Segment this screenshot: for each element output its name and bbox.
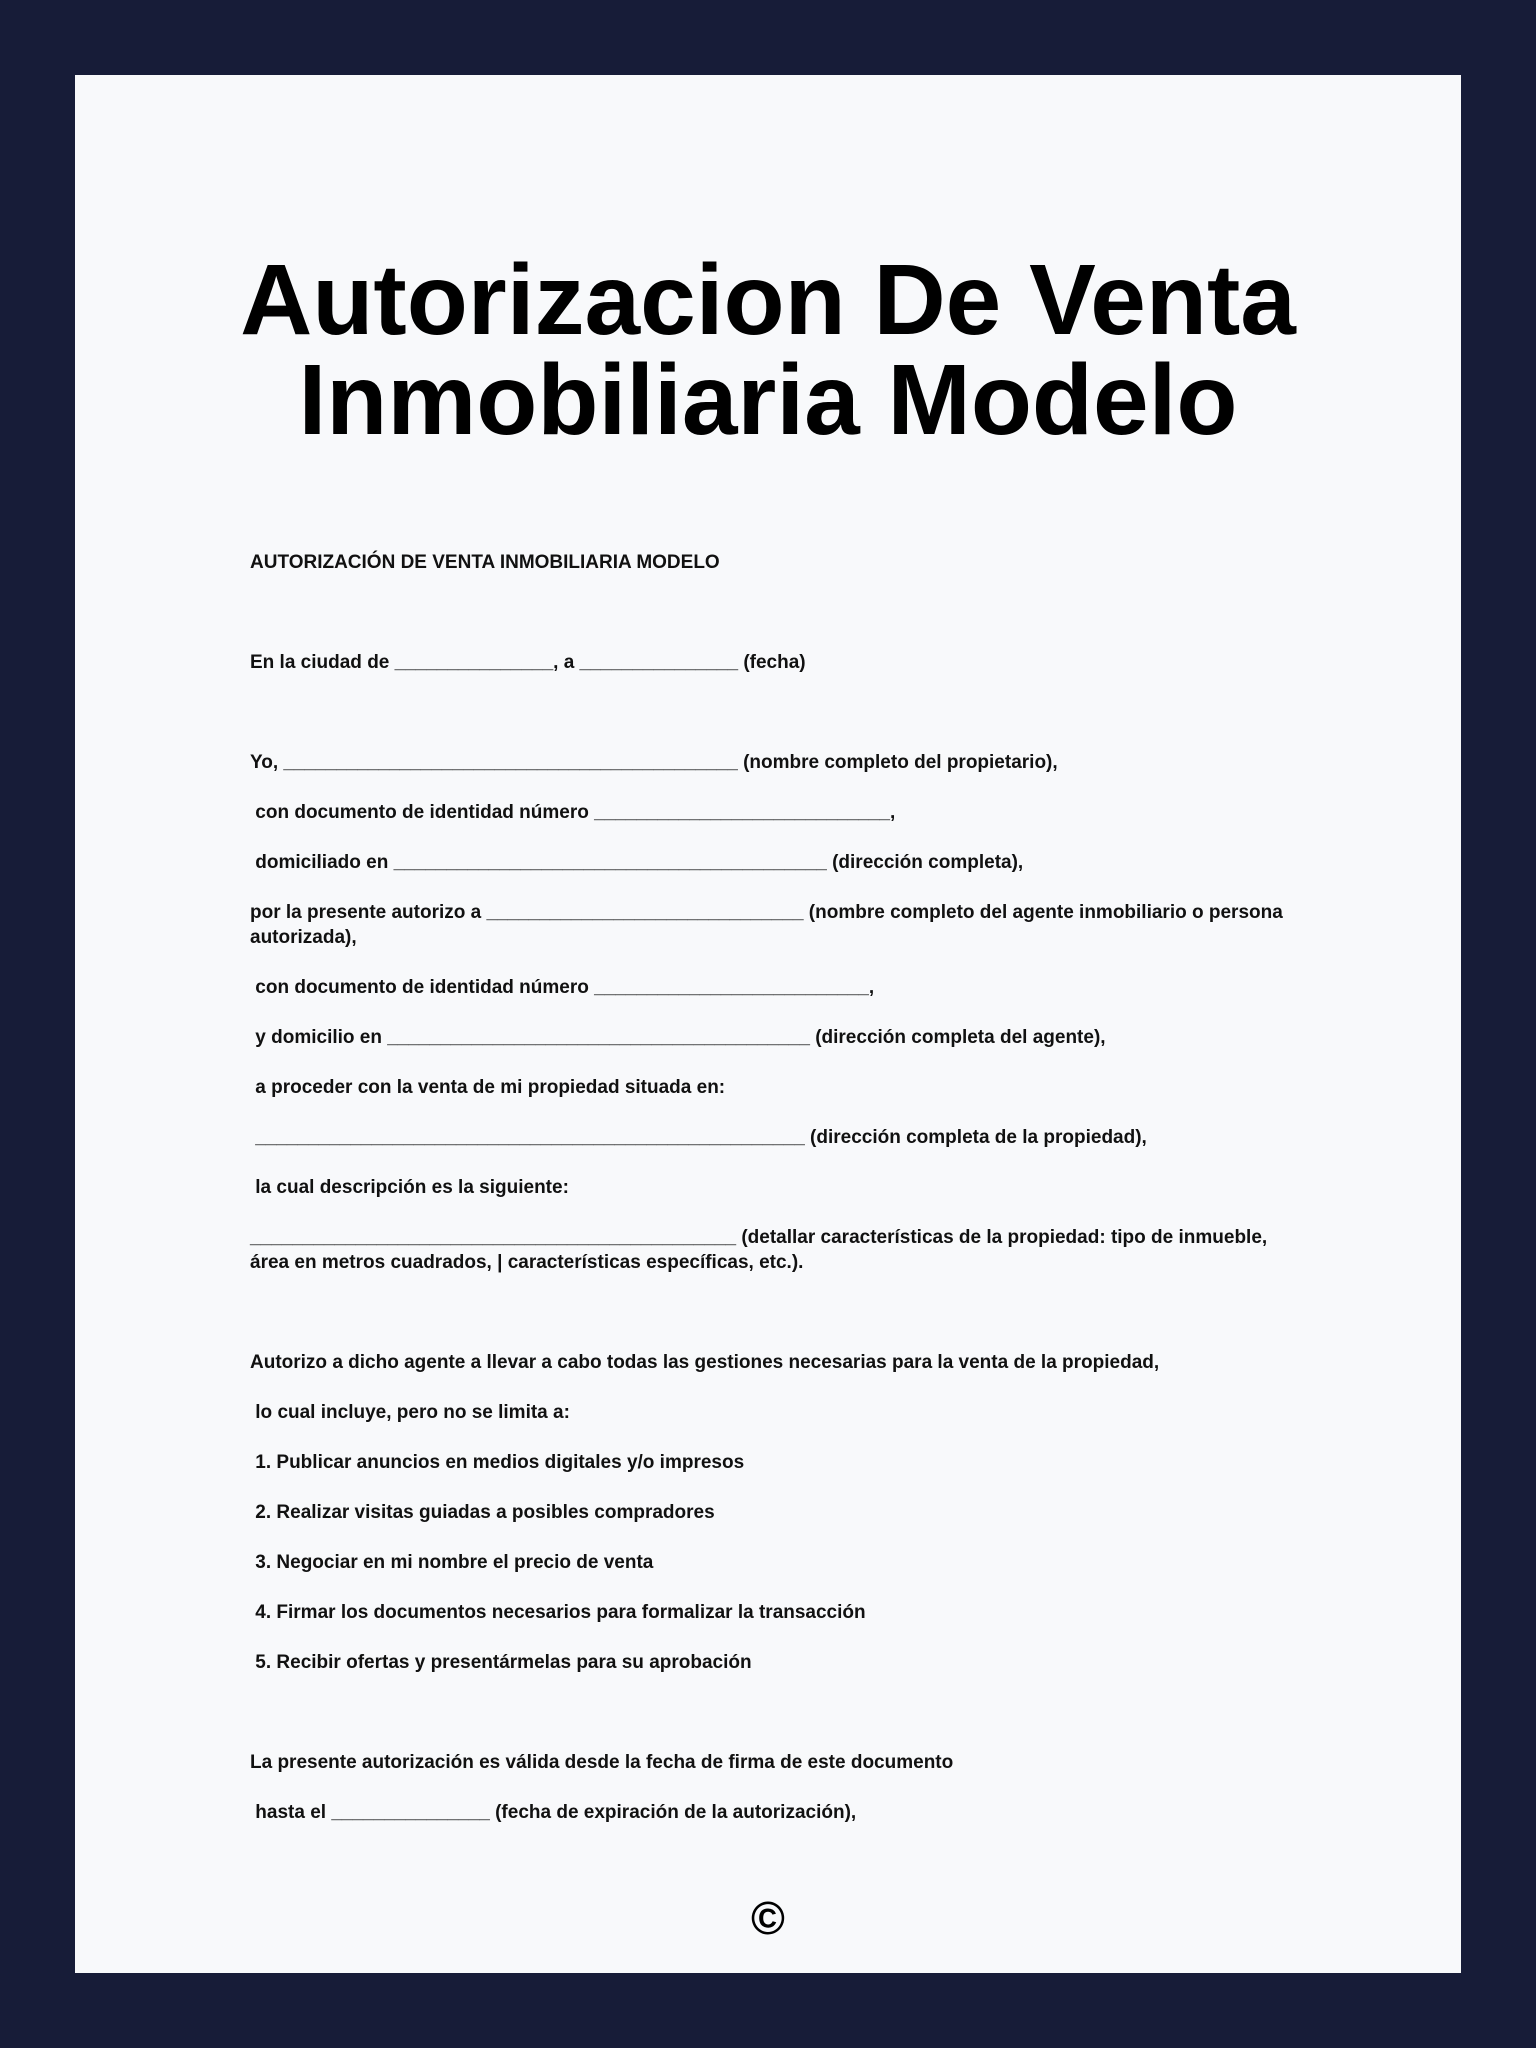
list-item: 4. Firmar los documentos necesarios para formalizar la transacción	[250, 1602, 866, 1623]
city-date-line: En la ciudad de _______________, a _______________ (fecha)	[250, 652, 806, 673]
expiration-line: hasta el _______________ (fecha de expiración de la autorización),	[250, 1802, 857, 1823]
property-address-line: ____________________________________________________ (dirección completa de la propiedad),	[250, 1127, 1147, 1148]
list-item: 2. Realizar visitas guiadas a posibles compradores	[250, 1502, 715, 1523]
list-item: 5. Recibir ofertas y presentármelas para su aprobación	[250, 1652, 752, 1673]
validity-line: La presente autorización es válida desde la fecha de firma de este documento	[250, 1752, 954, 1773]
owner-id-line: con documento de identidad número ____________________________,	[250, 802, 896, 823]
document-title	[75, 244, 1461, 456]
property-intro-line: a proceder con la venta de mi propiedad situada en:	[250, 1077, 726, 1098]
title-line-1: Autorizacion De Venta	[240, 244, 1296, 356]
title-line-2: Inmobiliaria Modelo	[298, 344, 1238, 456]
agent-address-line: y domicilio en ________________________________________ (dirección completa del agente),	[250, 1027, 1106, 1048]
list-item: 3. Negociar en mi nombre el precio de venta	[250, 1552, 654, 1573]
copyright-icon: ©	[751, 1892, 785, 1944]
agent-id-line: con documento de identidad número __________________________,	[250, 977, 875, 998]
includes-line: lo cual incluye, pero no se limita a:	[250, 1402, 570, 1423]
property-description-line: ______________________________________________ (detallar características de la propiedad: tipo de inmueble, área en metros cuadrados, | características específicas, etc.).	[250, 1227, 1273, 1273]
owner-name-line: Yo, ___________________________________________ (nombre completo del propietario),	[250, 752, 1058, 773]
description-intro-line: la cual descripción es la siguiente:	[250, 1177, 569, 1198]
document-heading: AUTORIZACIÓN DE VENTA INMOBILIARIA MODELO	[250, 552, 720, 573]
agent-name-line: por la presente autorizo a ______________________________ (nombre completo del agente inmobiliario o persona autorizada),	[250, 902, 1289, 948]
authorization-line: Autorizo a dicho agente a llevar a cabo todas las gestiones necesarias para la venta de la propiedad,	[250, 1352, 1160, 1373]
document-page	[75, 75, 1461, 1973]
owner-address-line: domiciliado en _________________________________________ (dirección completa),	[250, 852, 1024, 873]
list-item: 1. Publicar anuncios en medios digitales y/o impresos	[250, 1452, 745, 1473]
